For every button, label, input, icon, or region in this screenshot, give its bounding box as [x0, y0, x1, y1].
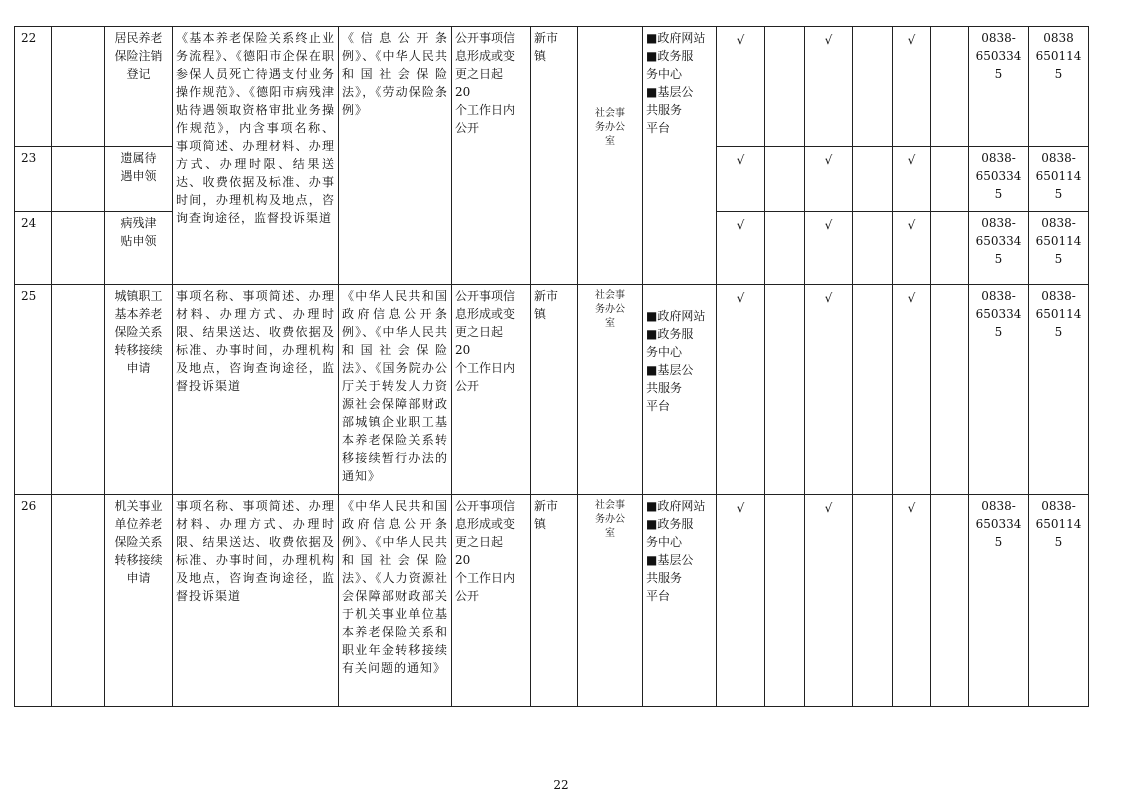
check-mark: √: [893, 285, 931, 495]
phone-number: 0838- 6501145: [1029, 495, 1089, 707]
check-mark: √: [893, 27, 931, 147]
check-mark: √: [717, 285, 765, 495]
blank-cell: [52, 495, 105, 707]
check-mark: √: [893, 212, 931, 285]
blank-cell: [931, 212, 969, 285]
row-number: 25: [15, 285, 52, 495]
disclosure-content: 事项名称、事项简述、办理材料、办理方式、办理时限、结果送达、收费依据及标准、办事时间，办理机构及地点，咨询查询途径，监督投诉渠道: [173, 285, 339, 495]
check-mark: √: [717, 27, 765, 147]
phone-number: 0838- 6501145: [1029, 147, 1089, 212]
blank-cell: [853, 212, 893, 285]
check-mark: √: [805, 27, 853, 147]
disclosure-basis: 《中华人民共和国政府信息公开条例》、《中华人民共和国社会保险法》、《国务院办公厅关于转发人力资源社会保障部财政部城镇企业职工基本养老保险关系转移接续暂行办法的通知》: [339, 285, 452, 495]
disclosure-channel: ■政府网站 ■政务服 务中心 ■基层公 共服务 平台: [643, 495, 717, 707]
disclosure-table: [14, 26, 1089, 707]
check-mark: √: [805, 285, 853, 495]
blank-cell: [52, 285, 105, 495]
blank-cell: [765, 27, 805, 147]
check-mark: √: [717, 147, 765, 212]
row-number: 24: [15, 212, 52, 285]
item-name: 病残津 贴申领: [105, 212, 173, 285]
check-mark: √: [717, 212, 765, 285]
blank-cell: [765, 147, 805, 212]
blank-cell: [931, 27, 969, 147]
disclosure-channel: ■政府网站 ■政务服 务中心 ■基层公 共服务 平台: [643, 27, 717, 285]
disclosure-content: 《基本养老保险关系终止业务流程》、《德阳市企保在职参保人员死亡待遇支付业务操作规范》、《德阳市病残津贴待遇领取资格审批业务操作规范》，内含事项名称、事项简述、办理材料、办理方式、办理时限、结果送达、收费依据及标准、办事时间，办理机构及地点，咨询查询途径，监督投诉渠道: [173, 27, 339, 285]
disclosure-subject: 新市 镇: [531, 285, 578, 495]
phone-number: 0838- 6501145: [1029, 212, 1089, 285]
disclosure-timing: 公开事项信 息形成或变 更之日起 20 个工作日内 公开: [452, 495, 531, 707]
phone-number: 0838 6501145: [1029, 27, 1089, 147]
disclosure-subject: 新市 镇: [531, 27, 578, 285]
row-number: 26: [15, 495, 52, 707]
blank-cell: [931, 147, 969, 212]
check-mark: √: [805, 147, 853, 212]
table-row: [15, 27, 1089, 147]
check-mark: √: [717, 495, 765, 707]
phone-number: 0838- 6501145: [1029, 285, 1089, 495]
blank-cell: [931, 495, 969, 707]
blank-cell: [931, 285, 969, 495]
disclosure-timing: 公开事项信 息形成或变 更之日起 20 个工作日内 公开: [452, 27, 531, 285]
blank-cell: [853, 495, 893, 707]
disclosure-basis: 《信息公开条例》、《中华人民共和国社会保险法》，《劳动保险条例》: [339, 27, 452, 285]
blank-cell: [765, 495, 805, 707]
blank-cell: [853, 27, 893, 147]
table-row: [15, 495, 1089, 707]
blank-cell: [853, 285, 893, 495]
blank-cell: [52, 212, 105, 285]
row-number: 23: [15, 147, 52, 212]
blank-cell: [52, 27, 105, 147]
item-name: 机关事业 单位养老 保险关系 转移接续 申请: [105, 495, 173, 707]
responsible-office: 社会事 务办公 室: [578, 495, 643, 707]
check-mark: √: [893, 495, 931, 707]
phone-number: 0838- 6503345: [969, 147, 1029, 212]
check-mark: √: [805, 495, 853, 707]
item-name: 遗属待 遇申领: [105, 147, 173, 212]
page-number: 22: [553, 778, 569, 792]
phone-number: 0838- 6503345: [969, 495, 1029, 707]
blank-cell: [765, 285, 805, 495]
phone-number: 0838- 6503345: [969, 212, 1029, 285]
table-row: [15, 285, 1089, 495]
disclosure-subject: 新市 镇: [531, 495, 578, 707]
blank-cell: [52, 147, 105, 212]
phone-number: 0838- 6503345: [969, 27, 1029, 147]
check-mark: √: [893, 147, 931, 212]
blank-cell: [853, 147, 893, 212]
phone-number: 0838- 6503345: [969, 285, 1029, 495]
row-number: 22: [15, 27, 52, 147]
responsible-office: 社会事 务办公 室: [578, 27, 643, 285]
item-name: 居民养老 保险注销 登记: [105, 27, 173, 147]
check-mark: √: [805, 212, 853, 285]
disclosure-channel: ■政府网站 ■政务服 务中心 ■基层公 共服务 平台: [643, 285, 717, 495]
disclosure-timing: 公开事项信 息形成或变 更之日起 20 个工作日内 公开: [452, 285, 531, 495]
disclosure-basis: 《中华人民共和国政府信息公开条例》、《中华人民共和国社会保险法》、《人力资源社会保障部财政部关于机关事业单位基本养老保险关系和职业年金转移接续有关问题的通知》: [339, 495, 452, 707]
item-name: 城镇职工 基本养老 保险关系 转移接续 申请: [105, 285, 173, 495]
responsible-office: 社会事 务办公 室: [578, 285, 643, 495]
disclosure-content: 事项名称、事项简述、办理材料、办理方式、办理时限、结果送达、收费依据及标准、办事时间，办理机构及地点，咨询查询途径，监督投诉渠道: [173, 495, 339, 707]
blank-cell: [765, 212, 805, 285]
